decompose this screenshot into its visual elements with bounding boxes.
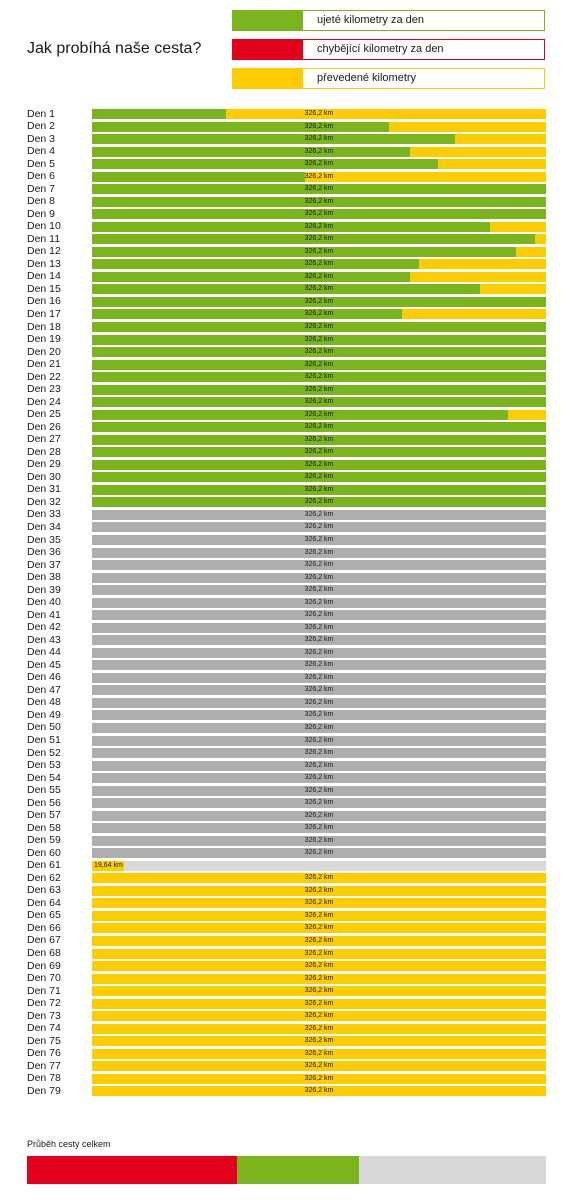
day-bar (92, 410, 546, 420)
day-bar (92, 685, 546, 695)
day-bar (92, 811, 546, 821)
day-label: Den 69 (27, 959, 61, 972)
day-value-label: 326,2 km (304, 874, 334, 882)
day-bar (92, 723, 546, 733)
day-label: Den 38 (27, 571, 61, 584)
day-value-label: 326,2 km (304, 749, 334, 757)
day-bar (92, 911, 546, 921)
day-value-label: 326,2 km (304, 1062, 334, 1070)
day-bar (92, 873, 546, 883)
day-bar (92, 748, 546, 758)
day-value-label: 326,2 km (304, 836, 334, 844)
day-bar (92, 761, 546, 771)
day-value-label: 326,2 km (304, 924, 334, 932)
day-value-label: 326,2 km (304, 222, 334, 230)
day-value-label: 326,2 km (304, 247, 334, 255)
day-value-label: 326,2 km (304, 648, 334, 656)
day-label: Den 8 (27, 195, 56, 208)
legend-label-transferred: převedené kilometry (317, 72, 417, 84)
day-label: Den 34 (27, 520, 61, 533)
legend-label-missing: chybějící kilometry za den (317, 43, 444, 55)
day-label: Den 74 (27, 1022, 61, 1035)
day-bar (92, 648, 546, 658)
day-label: Den 52 (27, 746, 61, 759)
day-label: Den 65 (27, 909, 61, 922)
day-bar (92, 610, 546, 620)
day-label: Den 50 (27, 721, 61, 734)
day-label: Den 45 (27, 658, 61, 671)
day-label: Den 67 (27, 934, 61, 947)
day-value-label: 326,2 km (304, 435, 334, 443)
day-value-label: 326,2 km (304, 272, 334, 280)
day-value-label: 326,2 km (304, 661, 334, 669)
day-value-label: 326,2 km (304, 197, 334, 205)
day-label: Den 53 (27, 759, 61, 772)
day-value-label: 326,2 km (304, 774, 334, 782)
day-bar (92, 1036, 546, 1046)
day-label: Den 19 (27, 333, 61, 346)
day-value-label: 326,2 km (304, 460, 334, 468)
day-bar (92, 422, 546, 432)
day-bar (92, 297, 546, 307)
day-value-label: 326,2 km (304, 185, 334, 193)
day-label: Den 49 (27, 708, 61, 721)
day-label: Den 55 (27, 784, 61, 797)
day-bar (92, 786, 546, 796)
day-value-label: 326,2 km (304, 398, 334, 406)
day-label: Den 9 (27, 207, 56, 220)
summary-segment (27, 1156, 237, 1184)
day-value-label: 326,2 km (304, 586, 334, 594)
day-label: Den 11 (27, 232, 61, 245)
day-bar (92, 949, 546, 959)
day-bar (92, 635, 546, 645)
day-value-label: 326,2 km (304, 949, 334, 957)
day-label: Den 62 (27, 871, 61, 884)
day-value-label: 326,2 km (304, 1049, 334, 1057)
day-value-label: 326,2 km (304, 160, 334, 168)
day-bar (92, 886, 546, 896)
day-bar (92, 435, 546, 445)
day-label: Den 61 (27, 859, 61, 872)
day-label: Den 37 (27, 558, 61, 571)
day-value-label: 326,2 km (304, 736, 334, 744)
day-value-label: 326,2 km (304, 911, 334, 919)
day-label: Den 70 (27, 972, 61, 985)
day-label: Den 42 (27, 621, 61, 634)
day-value-label: 326,2 km (304, 548, 334, 556)
day-label: Den 66 (27, 921, 61, 934)
day-bar (92, 159, 546, 169)
day-value-label: 326,2 km (304, 698, 334, 706)
day-label: Den 48 (27, 696, 61, 709)
day-bar (92, 861, 546, 871)
day-label: Den 27 (27, 433, 61, 446)
day-value-label: 326,2 km (304, 987, 334, 995)
day-label: Den 79 (27, 1084, 61, 1097)
day-label: Den 36 (27, 546, 61, 559)
day-label: Den 41 (27, 608, 61, 621)
day-bar (92, 472, 546, 482)
day-value-label: 326,2 km (304, 410, 334, 418)
day-label: Den 6 (27, 170, 56, 183)
day-label: Den 1 (27, 107, 56, 120)
day-label: Den 16 (27, 295, 61, 308)
day-value-label: 326,2 km (304, 824, 334, 832)
day-label: Den 7 (27, 182, 56, 195)
day-bar (92, 660, 546, 670)
day-label: Den 26 (27, 420, 61, 433)
day-value-label: 326,2 km (304, 498, 334, 506)
day-bar (92, 522, 546, 532)
day-value-label: 326,2 km (304, 523, 334, 531)
day-value-label: 326,2 km (304, 485, 334, 493)
day-value-label: 326,2 km (304, 636, 334, 644)
day-value-label: 326,2 km (304, 899, 334, 907)
day-bar (92, 234, 546, 244)
day-label: Den 25 (27, 408, 61, 421)
day-value-label: 326,2 km (304, 147, 334, 155)
day-bar (92, 460, 546, 470)
day-value-label: 326,2 km (304, 335, 334, 343)
day-label: Den 31 (27, 483, 61, 496)
day-label: Den 59 (27, 834, 61, 847)
day-bar (92, 247, 546, 257)
day-value-label: 326,2 km (304, 1012, 334, 1020)
day-value-label: 326,2 km (304, 235, 334, 243)
day-value-label: 326,2 km (304, 761, 334, 769)
day-value-label: 326,2 km (304, 285, 334, 293)
day-value-label: 326,2 km (304, 886, 334, 894)
page-title: Jak probíhá naše cesta? (27, 40, 202, 57)
day-value-label: 326,2 km (304, 999, 334, 1007)
day-value-label: 326,2 km (304, 297, 334, 305)
day-label: Den 72 (27, 997, 61, 1010)
day-bar (92, 197, 546, 207)
day-label: Den 20 (27, 345, 61, 358)
day-value-label: 326,2 km (304, 1087, 334, 1095)
day-bar (92, 598, 546, 608)
day-bar (92, 548, 546, 558)
day-value-label: 326,2 km (304, 799, 334, 807)
day-value-label: 326,2 km (304, 473, 334, 481)
day-bar (92, 109, 546, 119)
day-value-label: 326,2 km (304, 711, 334, 719)
day-bar (92, 698, 546, 708)
day-label: Den 63 (27, 884, 61, 897)
day-label: Den 71 (27, 984, 61, 997)
day-bar (92, 823, 546, 833)
day-value-label: 326,2 km (304, 1037, 334, 1045)
day-label: Den 4 (27, 145, 56, 158)
day-label: Den 47 (27, 683, 61, 696)
day-label: Den 68 (27, 947, 61, 959)
day-bar (92, 986, 546, 996)
day-value-label: 326,2 km (304, 448, 334, 456)
day-bar (92, 1049, 546, 1059)
day-value-label: 326,2 km (304, 122, 334, 130)
day-bar (92, 309, 546, 319)
day-label: Den 5 (27, 157, 56, 170)
day-label: Den 78 (27, 1072, 61, 1085)
day-value-label: 326,2 km (304, 510, 334, 518)
day-value-label: 326,2 km (304, 1074, 334, 1082)
day-value-label: 326,2 km (304, 573, 334, 581)
day-value-label: 326,2 km (304, 849, 334, 857)
day-bar (92, 360, 546, 370)
day-label: Den 29 (27, 458, 61, 471)
day-bar (92, 335, 546, 345)
day-label: Den 75 (27, 1034, 61, 1047)
day-value-label: 326,2 km (304, 172, 334, 180)
summary-segment (237, 1156, 359, 1184)
day-value-label: 326,2 km (304, 385, 334, 393)
summary-label: Průběh cesty celkem (27, 1139, 111, 1149)
day-label: Den 10 (27, 220, 61, 233)
day-bar (92, 372, 546, 382)
day-label: Den 76 (27, 1047, 61, 1060)
day-label: Den 33 (27, 508, 61, 521)
day-label: Den 14 (27, 270, 61, 283)
day-label: Den 18 (27, 320, 61, 333)
day-bar (92, 447, 546, 457)
day-label: Den 2 (27, 120, 56, 133)
day-bar (92, 397, 546, 407)
day-bar (92, 798, 546, 808)
day-label: Den 28 (27, 445, 61, 458)
day-bar (92, 134, 546, 144)
day-label: Den 22 (27, 370, 61, 383)
day-value-label: 326,2 km (304, 135, 334, 143)
day-label: Den 12 (27, 245, 61, 258)
day-bar (92, 122, 546, 132)
day-value-label: 326,2 km (304, 686, 334, 694)
day-bar (92, 923, 546, 933)
day-bar (92, 147, 546, 157)
summary-segment (359, 1156, 546, 1184)
day-bar (92, 485, 546, 495)
day-bar (92, 773, 546, 783)
day-label: Den 43 (27, 633, 61, 646)
day-value-label: 326,2 km (304, 561, 334, 569)
day-value-label: 19,64 km (94, 861, 123, 869)
day-bar (92, 961, 546, 971)
day-bar (92, 272, 546, 282)
day-value-label: 326,2 km (304, 260, 334, 268)
day-label: Den 44 (27, 646, 61, 659)
day-label: Den 21 (27, 358, 61, 371)
day-bar (92, 898, 546, 908)
day-value-label: 326,2 km (304, 210, 334, 218)
day-bar (92, 284, 546, 294)
legend-label-driven: ujeté kilometry za den (317, 14, 424, 26)
day-label: Den 57 (27, 809, 61, 822)
day-value-label: 326,2 km (304, 1024, 334, 1032)
day-bar (92, 848, 546, 858)
day-value-label: 326,2 km (304, 811, 334, 819)
day-bar (92, 560, 546, 570)
day-bar (92, 497, 546, 507)
day-value-label: 326,2 km (304, 348, 334, 356)
day-bar (92, 736, 546, 746)
day-label: Den 60 (27, 846, 61, 859)
day-label: Den 56 (27, 796, 61, 809)
day-label: Den 77 (27, 1059, 61, 1072)
day-label: Den 46 (27, 671, 61, 684)
day-bar (92, 573, 546, 583)
day-bar (92, 259, 546, 269)
day-label: Den 17 (27, 307, 61, 320)
day-bar (92, 585, 546, 595)
day-label: Den 15 (27, 282, 61, 295)
day-value-label: 326,2 km (304, 962, 334, 970)
day-bar (92, 836, 546, 846)
day-value-label: 326,2 km (304, 536, 334, 544)
day-label: Den 32 (27, 495, 61, 508)
day-label: Den 73 (27, 1009, 61, 1022)
day-value-label: 326,2 km (304, 611, 334, 619)
day-bar (92, 974, 546, 984)
day-bar (92, 1011, 546, 1021)
day-value-label: 326,2 km (304, 360, 334, 368)
day-label: Den 40 (27, 596, 61, 609)
day-bar (92, 1074, 546, 1084)
day-bar (92, 184, 546, 194)
day-value-label: 326,2 km (304, 936, 334, 944)
day-value-label: 326,2 km (304, 673, 334, 681)
day-label: Den 24 (27, 395, 61, 408)
day-label: Den 13 (27, 257, 61, 270)
day-value-label: 326,2 km (304, 623, 334, 631)
day-label: Den 23 (27, 383, 61, 396)
day-bar (92, 510, 546, 520)
day-label: Den 64 (27, 896, 61, 909)
day-label: Den 58 (27, 821, 61, 834)
day-bar (92, 710, 546, 720)
day-label: Den 30 (27, 470, 61, 483)
day-label: Den 3 (27, 132, 56, 145)
day-bar (92, 322, 546, 332)
day-value-label: 326,2 km (304, 373, 334, 381)
day-value-label: 326,2 km (304, 723, 334, 731)
day-bar (92, 385, 546, 395)
day-bar (92, 673, 546, 683)
day-label: Den 51 (27, 734, 61, 746)
day-bar (92, 623, 546, 633)
day-bar (92, 347, 546, 357)
day-bar (92, 999, 546, 1009)
day-bar (92, 936, 546, 946)
day-value-label: 326,2 km (304, 786, 334, 794)
day-bar (92, 535, 546, 545)
day-bar (92, 209, 546, 219)
day-label: Den 35 (27, 533, 61, 546)
day-value-label: 326,2 km (304, 974, 334, 982)
day-value-label: 326,2 km (304, 110, 334, 117)
day-bar (92, 222, 546, 232)
summary-progress-bar (27, 1156, 546, 1184)
day-bar (92, 1061, 546, 1071)
day-label: Den 54 (27, 771, 61, 784)
day-value-label: 326,2 km (304, 598, 334, 606)
day-value-label: 326,2 km (304, 323, 334, 330)
day-bar (92, 1086, 546, 1096)
day-bar (92, 1024, 546, 1034)
day-value-label: 326,2 km (304, 423, 334, 431)
day-bar (92, 172, 546, 182)
day-value-label: 326,2 km (304, 310, 334, 318)
day-label: Den 39 (27, 583, 61, 596)
